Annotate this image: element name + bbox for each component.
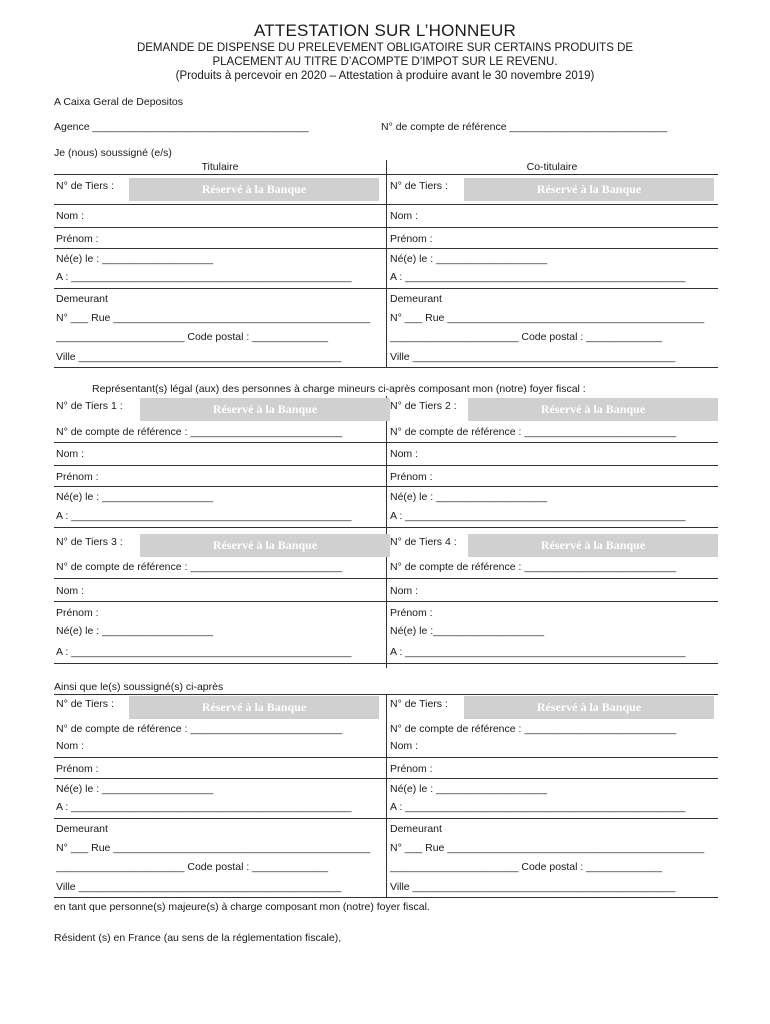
nom-field[interactable]: Nom : (56, 585, 85, 597)
reference-account-field[interactable]: N° de compte de référence : __________________________ (390, 723, 677, 735)
demeurant-label: Demeurant (56, 293, 108, 305)
nom-field[interactable]: Nom : (56, 448, 85, 460)
reserved-bank-box: Réservé à la Banque (468, 534, 718, 557)
tiers-1-label: N° de Tiers 1 : (56, 400, 123, 412)
street-field[interactable]: N° ___ Rue ____________________________________________ (390, 842, 705, 854)
tiers-label-titulaire: N° de Tiers : (56, 180, 114, 192)
additional-signers-intro: Ainsi que le(s) soussigné(s) ci-après (54, 681, 224, 693)
postal-code-field[interactable]: ______________________ Code postal : _____________ (56, 861, 329, 873)
subtitle-line-3: (Produits à percevoir en 2020 – Attestation à produire avant le 30 novembre 2019) (175, 70, 595, 82)
holders-table (54, 160, 718, 368)
reference-account-field[interactable]: N° de compte de référence : __________________________ (56, 426, 343, 438)
page-title: ATTESTATION SUR L’HONNEUR (254, 21, 516, 40)
prenom-field[interactable]: Prénom : (390, 607, 433, 619)
street-field[interactable]: N° ___ Rue ____________________________________________ (56, 312, 371, 324)
birthplace-field[interactable]: A : ________________________________________________ (56, 271, 352, 283)
prenom-field[interactable]: Prénom : (390, 233, 433, 245)
birthplace-field[interactable]: A : ________________________________________________ (390, 271, 686, 283)
reserved-bank-box: Réservé à la Banque (468, 398, 718, 421)
reserved-bank-box: Réservé à la Banque (464, 178, 714, 201)
city-field[interactable]: Ville _____________________________________________ (390, 881, 676, 893)
tiers-label-cotitulaire: N° de Tiers : (390, 180, 448, 192)
nom-field[interactable]: Nom : (390, 585, 419, 597)
prenom-field[interactable]: Prénom : (390, 471, 433, 483)
nom-field[interactable]: Nom : (390, 210, 419, 222)
reserved-bank-box: Réservé à la Banque (140, 398, 390, 421)
birthdate-field[interactable]: Né(e) le : ___________________ (56, 625, 214, 637)
birthplace-field[interactable]: A : ________________________________________________ (390, 801, 686, 813)
birthplace-field[interactable]: A : ________________________________________________ (56, 510, 352, 522)
reserved-bank-box: Réservé à la Banque (464, 696, 714, 719)
reference-account-field[interactable]: N° de compte de référence ___________________________ (381, 121, 668, 133)
agence-field[interactable]: Agence _____________________________________ (54, 121, 309, 133)
reference-account-field[interactable]: N° de compte de référence : __________________________ (390, 561, 677, 573)
tiers-label: N° de Tiers : (56, 698, 114, 710)
tiers-4-label: N° de Tiers 4 : (390, 536, 457, 548)
nom-field[interactable]: Nom : (390, 740, 419, 752)
demeurant-label: Demeurant (390, 823, 442, 835)
dependents-table (54, 396, 718, 668)
birthdate-field[interactable]: Né(e) le : ___________________ (56, 491, 214, 503)
birthdate-field[interactable]: Né(e) le : ___________________ (390, 491, 548, 503)
reserved-bank-box: Réservé à la Banque (140, 534, 390, 557)
birthdate-field[interactable]: Né(e) le : ___________________ (390, 783, 548, 795)
nom-field[interactable]: Nom : (56, 740, 85, 752)
birthplace-field[interactable]: A : ________________________________________________ (390, 646, 686, 658)
prenom-field[interactable]: Prénom : (56, 607, 99, 619)
postal-code-field[interactable]: ______________________ Code postal : _____________ (390, 861, 663, 873)
street-field[interactable]: N° ___ Rue ____________________________________________ (56, 842, 371, 854)
footer-line-2: Résident (s) en France (au sens de la réglementation fiscale), (54, 932, 342, 944)
additional-signers-table (54, 694, 718, 898)
demeurant-label: Demeurant (390, 293, 442, 305)
city-field[interactable]: Ville _____________________________________________ (56, 881, 342, 893)
prenom-field[interactable]: Prénom : (56, 471, 99, 483)
soussigne-label: Je (nous) soussigné (e/s) (54, 147, 172, 159)
prenom-field[interactable]: Prénom : (390, 763, 433, 775)
city-field[interactable]: Ville _____________________________________________ (56, 351, 342, 363)
legal-representatives-intro: Représentant(s) légal (aux) des personnes à charge mineurs ci-après composant mon (notre) foyer fiscal : (92, 383, 586, 395)
birthplace-field[interactable]: A : ________________________________________________ (56, 646, 352, 658)
tiers-3-label: N° de Tiers 3 : (56, 536, 123, 548)
reference-account-field[interactable]: N° de compte de référence : __________________________ (56, 723, 343, 735)
tiers-label: N° de Tiers : (390, 698, 448, 710)
tiers-2-label: N° de Tiers 2 : (390, 400, 457, 412)
col-header-titulaire: Titulaire (201, 161, 239, 173)
prenom-field[interactable]: Prénom : (56, 763, 99, 775)
footer-line-1: en tant que personne(s) majeure(s) à charge composant mon (notre) foyer fiscal. (54, 901, 430, 913)
demeurant-label: Demeurant (56, 823, 108, 835)
reserved-bank-box: Réservé à la Banque (129, 178, 379, 201)
reference-account-field[interactable]: N° de compte de référence : __________________________ (56, 561, 343, 573)
city-field[interactable]: Ville _____________________________________________ (390, 351, 676, 363)
reference-account-field[interactable]: N° de compte de référence : __________________________ (390, 426, 677, 438)
col-header-cotitulaire: Co-titulaire (526, 161, 578, 173)
bank-name: A Caixa Geral de Depositos (54, 96, 183, 108)
birthplace-field[interactable]: A : ________________________________________________ (56, 801, 352, 813)
nom-field[interactable]: Nom : (56, 210, 85, 222)
birthdate-field[interactable]: Né(e) le : ___________________ (56, 783, 214, 795)
subtitle-line-2: PLACEMENT AU TITRE D’ACOMPTE D’IMPOT SUR LE REVENU. (212, 56, 558, 68)
postal-code-field[interactable]: ______________________ Code postal : _____________ (56, 331, 329, 343)
prenom-field[interactable]: Prénom : (56, 233, 99, 245)
reserved-bank-box: Réservé à la Banque (129, 696, 379, 719)
nom-field[interactable]: Nom : (390, 448, 419, 460)
street-field[interactable]: N° ___ Rue ____________________________________________ (390, 312, 705, 324)
birthplace-field[interactable]: A : ________________________________________________ (390, 510, 686, 522)
subtitle-line-1: DEMANDE DE DISPENSE DU PRELEVEMENT OBLIGATOIRE SUR CERTAINS PRODUITS DE (136, 42, 634, 54)
postal-code-field[interactable]: ______________________ Code postal : _____________ (390, 331, 663, 343)
birthdate-field[interactable]: Né(e) le :___________________ (390, 625, 545, 637)
birthdate-field[interactable]: Né(e) le : ___________________ (390, 253, 548, 265)
birthdate-field[interactable]: Né(e) le : ___________________ (56, 253, 214, 265)
